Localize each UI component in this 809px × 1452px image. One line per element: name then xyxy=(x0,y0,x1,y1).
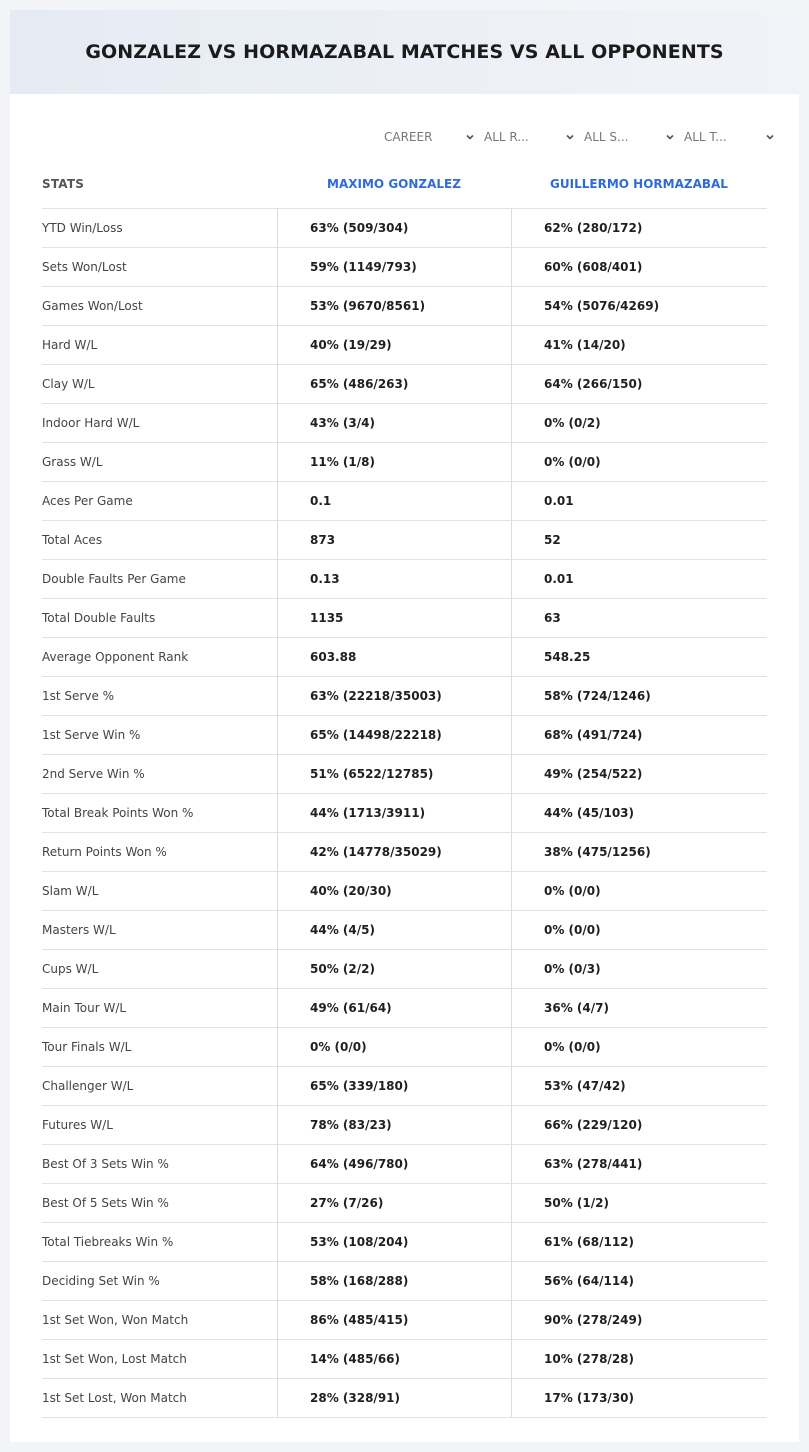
stat-label: Total Aces xyxy=(42,533,103,547)
stat-label: 1st Set Won, Lost Match xyxy=(42,1352,187,1366)
player1-stat-value: 603.88 xyxy=(277,638,511,676)
player2-stat-value: 90% (278/249) xyxy=(511,1301,767,1339)
stat-label: Slam W/L xyxy=(42,884,99,898)
player2-stat-value: 0.01 xyxy=(511,560,767,598)
table-header xyxy=(42,160,767,209)
filter-bar xyxy=(384,126,784,148)
table-row xyxy=(42,1184,767,1223)
table-body xyxy=(42,209,767,1418)
player1-stat-value: 44% (1713/3911) xyxy=(277,794,511,832)
player2-stat-value: 49% (254/522) xyxy=(511,755,767,793)
stat-label: 1st Serve % xyxy=(42,689,115,703)
table-row xyxy=(42,1262,767,1301)
filter-surface-value: ALL S... xyxy=(584,130,629,144)
stat-label: Deciding Set Win % xyxy=(42,1274,160,1288)
stat-label: Sets Won/Lost xyxy=(42,260,127,274)
stat-label: Total Break Points Won % xyxy=(42,806,194,820)
player2-stat-value: 0% (0/2) xyxy=(511,404,767,442)
stat-label: Double Faults Per Game xyxy=(42,572,186,586)
table-row xyxy=(42,1028,767,1067)
player1-stat-value: 63% (509/304) xyxy=(277,209,511,247)
table-row xyxy=(42,989,767,1028)
player1-stat-value: 59% (1149/793) xyxy=(277,248,511,286)
table-row xyxy=(42,716,767,755)
player2-stat-value: 36% (4/7) xyxy=(511,989,767,1027)
chevron-down-icon xyxy=(466,133,474,141)
stat-label: Main Tour W/L xyxy=(42,1001,127,1015)
stat-label: Best Of 5 Sets Win % xyxy=(42,1196,169,1210)
chevron-down-icon xyxy=(666,133,674,141)
stat-label: Clay W/L xyxy=(42,377,95,391)
stat-label: Indoor Hard W/L xyxy=(42,416,140,430)
card-header xyxy=(10,10,799,94)
stat-label: Futures W/L xyxy=(42,1118,113,1132)
player2-stat-value: 50% (1/2) xyxy=(511,1184,767,1222)
table-row xyxy=(42,677,767,716)
player2-stat-value: 68% (491/724) xyxy=(511,716,767,754)
table-row xyxy=(42,209,767,248)
player1-stat-value: 0% (0/0) xyxy=(277,1028,511,1066)
stats-card xyxy=(10,10,799,1442)
player2-stat-value: 44% (45/103) xyxy=(511,794,767,832)
table-row xyxy=(42,794,767,833)
filter-tournament-value: ALL T... xyxy=(684,130,727,144)
player1-stat-value: 50% (2/2) xyxy=(277,950,511,988)
player1-stat-value: 11% (1/8) xyxy=(277,443,511,481)
player2-stat-value: 10% (278/28) xyxy=(511,1340,767,1378)
table-row xyxy=(42,1379,767,1418)
stat-label: Masters W/L xyxy=(42,923,116,937)
stat-label: Cups W/L xyxy=(42,962,99,976)
player2-stat-value: 548.25 xyxy=(511,638,767,676)
player2-stat-value: 61% (68/112) xyxy=(511,1223,767,1261)
player2-stat-value: 62% (280/172) xyxy=(511,209,767,247)
player2-stat-value: 52 xyxy=(511,521,767,559)
player2-stat-value: 53% (47/42) xyxy=(511,1067,767,1105)
player1-stat-value: 63% (22218/35003) xyxy=(277,677,511,715)
page-title: GONZALEZ VS HORMAZABAL MATCHES VS ALL OPPONENTS xyxy=(85,41,724,63)
table-row xyxy=(42,287,767,326)
table-row xyxy=(42,755,767,794)
stat-label: Tour Finals W/L xyxy=(42,1040,132,1054)
player1-stat-value: 14% (485/66) xyxy=(277,1340,511,1378)
table-row xyxy=(42,1340,767,1379)
player2-stat-value: 0% (0/0) xyxy=(511,1028,767,1066)
player2-stat-value: 54% (5076/4269) xyxy=(511,287,767,325)
table-row xyxy=(42,872,767,911)
stats-table xyxy=(42,160,767,1418)
filter-tournament-select[interactable] xyxy=(684,126,784,148)
table-row xyxy=(42,1106,767,1145)
player2-stat-value: 0% (0/0) xyxy=(511,872,767,910)
table-row xyxy=(42,1301,767,1340)
table-row xyxy=(42,404,767,443)
stat-label: 1st Set Lost, Won Match xyxy=(42,1391,187,1405)
player1-stat-value: 51% (6522/12785) xyxy=(277,755,511,793)
table-row xyxy=(42,482,767,521)
stat-label: Average Opponent Rank xyxy=(42,650,189,664)
player1-stat-value: 49% (61/64) xyxy=(277,989,511,1027)
player1-stat-value: 65% (486/263) xyxy=(277,365,511,403)
player2-stat-value: 63% (278/441) xyxy=(511,1145,767,1183)
stat-label: 1st Serve Win % xyxy=(42,728,141,742)
stat-label: Grass W/L xyxy=(42,455,103,469)
player1-stat-value: 1135 xyxy=(277,599,511,637)
player1-stat-value: 43% (3/4) xyxy=(277,404,511,442)
table-row xyxy=(42,443,767,482)
chevron-down-icon xyxy=(766,133,774,141)
table-row xyxy=(42,911,767,950)
player2-stat-value: 41% (14/20) xyxy=(511,326,767,364)
player1-stat-value: 64% (496/780) xyxy=(277,1145,511,1183)
column-header-stats: STATS xyxy=(42,177,85,191)
player1-stat-value: 65% (14498/22218) xyxy=(277,716,511,754)
stat-label: Total Double Faults xyxy=(42,611,156,625)
player2-stat-value: 0% (0/0) xyxy=(511,443,767,481)
player1-stat-value: 28% (328/91) xyxy=(277,1379,511,1417)
table-row xyxy=(42,833,767,872)
table-row xyxy=(42,638,767,677)
filter-round-value: ALL R... xyxy=(484,130,529,144)
player1-name-link[interactable]: MAXIMO GONZALEZ xyxy=(327,177,461,191)
player1-stat-value: 78% (83/23) xyxy=(277,1106,511,1144)
table-row xyxy=(42,521,767,560)
player2-stat-value: 63 xyxy=(511,599,767,637)
player1-stat-value: 27% (7/26) xyxy=(277,1184,511,1222)
stat-label: YTD Win/Loss xyxy=(42,221,123,235)
table-row xyxy=(42,365,767,404)
player1-stat-value: 58% (168/288) xyxy=(277,1262,511,1300)
filter-round-select[interactable] xyxy=(484,126,584,148)
table-row xyxy=(42,248,767,287)
player2-stat-value: 66% (229/120) xyxy=(511,1106,767,1144)
stat-label: Total Tiebreaks Win % xyxy=(42,1235,174,1249)
table-row xyxy=(42,599,767,638)
filter-period-value: CAREER xyxy=(384,130,433,144)
player2-stat-value: 0% (0/0) xyxy=(511,911,767,949)
player2-stat-value: 0% (0/3) xyxy=(511,950,767,988)
player1-stat-value: 53% (9670/8561) xyxy=(277,287,511,325)
player1-stat-value: 873 xyxy=(277,521,511,559)
player1-stat-value: 44% (4/5) xyxy=(277,911,511,949)
player2-stat-value: 58% (724/1246) xyxy=(511,677,767,715)
player2-stat-value: 17% (173/30) xyxy=(511,1379,767,1417)
player2-name-link[interactable]: GUILLERMO HORMAZABAL xyxy=(550,177,728,191)
player1-stat-value: 0.1 xyxy=(277,482,511,520)
stat-label: 2nd Serve Win % xyxy=(42,767,145,781)
table-row xyxy=(42,1145,767,1184)
player2-stat-value: 64% (266/150) xyxy=(511,365,767,403)
filter-surface-select[interactable] xyxy=(584,126,684,148)
player2-stat-value: 38% (475/1256) xyxy=(511,833,767,871)
player1-stat-value: 42% (14778/35029) xyxy=(277,833,511,871)
stat-label: Return Points Won % xyxy=(42,845,167,859)
table-row xyxy=(42,326,767,365)
stat-label: Aces Per Game xyxy=(42,494,133,508)
stat-label: 1st Set Won, Won Match xyxy=(42,1313,189,1327)
player1-stat-value: 0.13 xyxy=(277,560,511,598)
stat-label: Games Won/Lost xyxy=(42,299,143,313)
player2-stat-value: 56% (64/114) xyxy=(511,1262,767,1300)
player1-stat-value: 40% (19/29) xyxy=(277,326,511,364)
stat-label: Best Of 3 Sets Win % xyxy=(42,1157,169,1171)
player1-stat-value: 86% (485/415) xyxy=(277,1301,511,1339)
stat-label: Challenger W/L xyxy=(42,1079,134,1093)
player1-stat-value: 65% (339/180) xyxy=(277,1067,511,1105)
player2-stat-value: 0.01 xyxy=(511,482,767,520)
table-row xyxy=(42,1067,767,1106)
player1-stat-value: 53% (108/204) xyxy=(277,1223,511,1261)
stat-label: Hard W/L xyxy=(42,338,98,352)
table-row xyxy=(42,1223,767,1262)
table-row xyxy=(42,950,767,989)
player2-stat-value: 60% (608/401) xyxy=(511,248,767,286)
player1-stat-value: 40% (20/30) xyxy=(277,872,511,910)
filter-period-select[interactable] xyxy=(384,126,484,148)
table-row xyxy=(42,560,767,599)
chevron-down-icon xyxy=(566,133,574,141)
